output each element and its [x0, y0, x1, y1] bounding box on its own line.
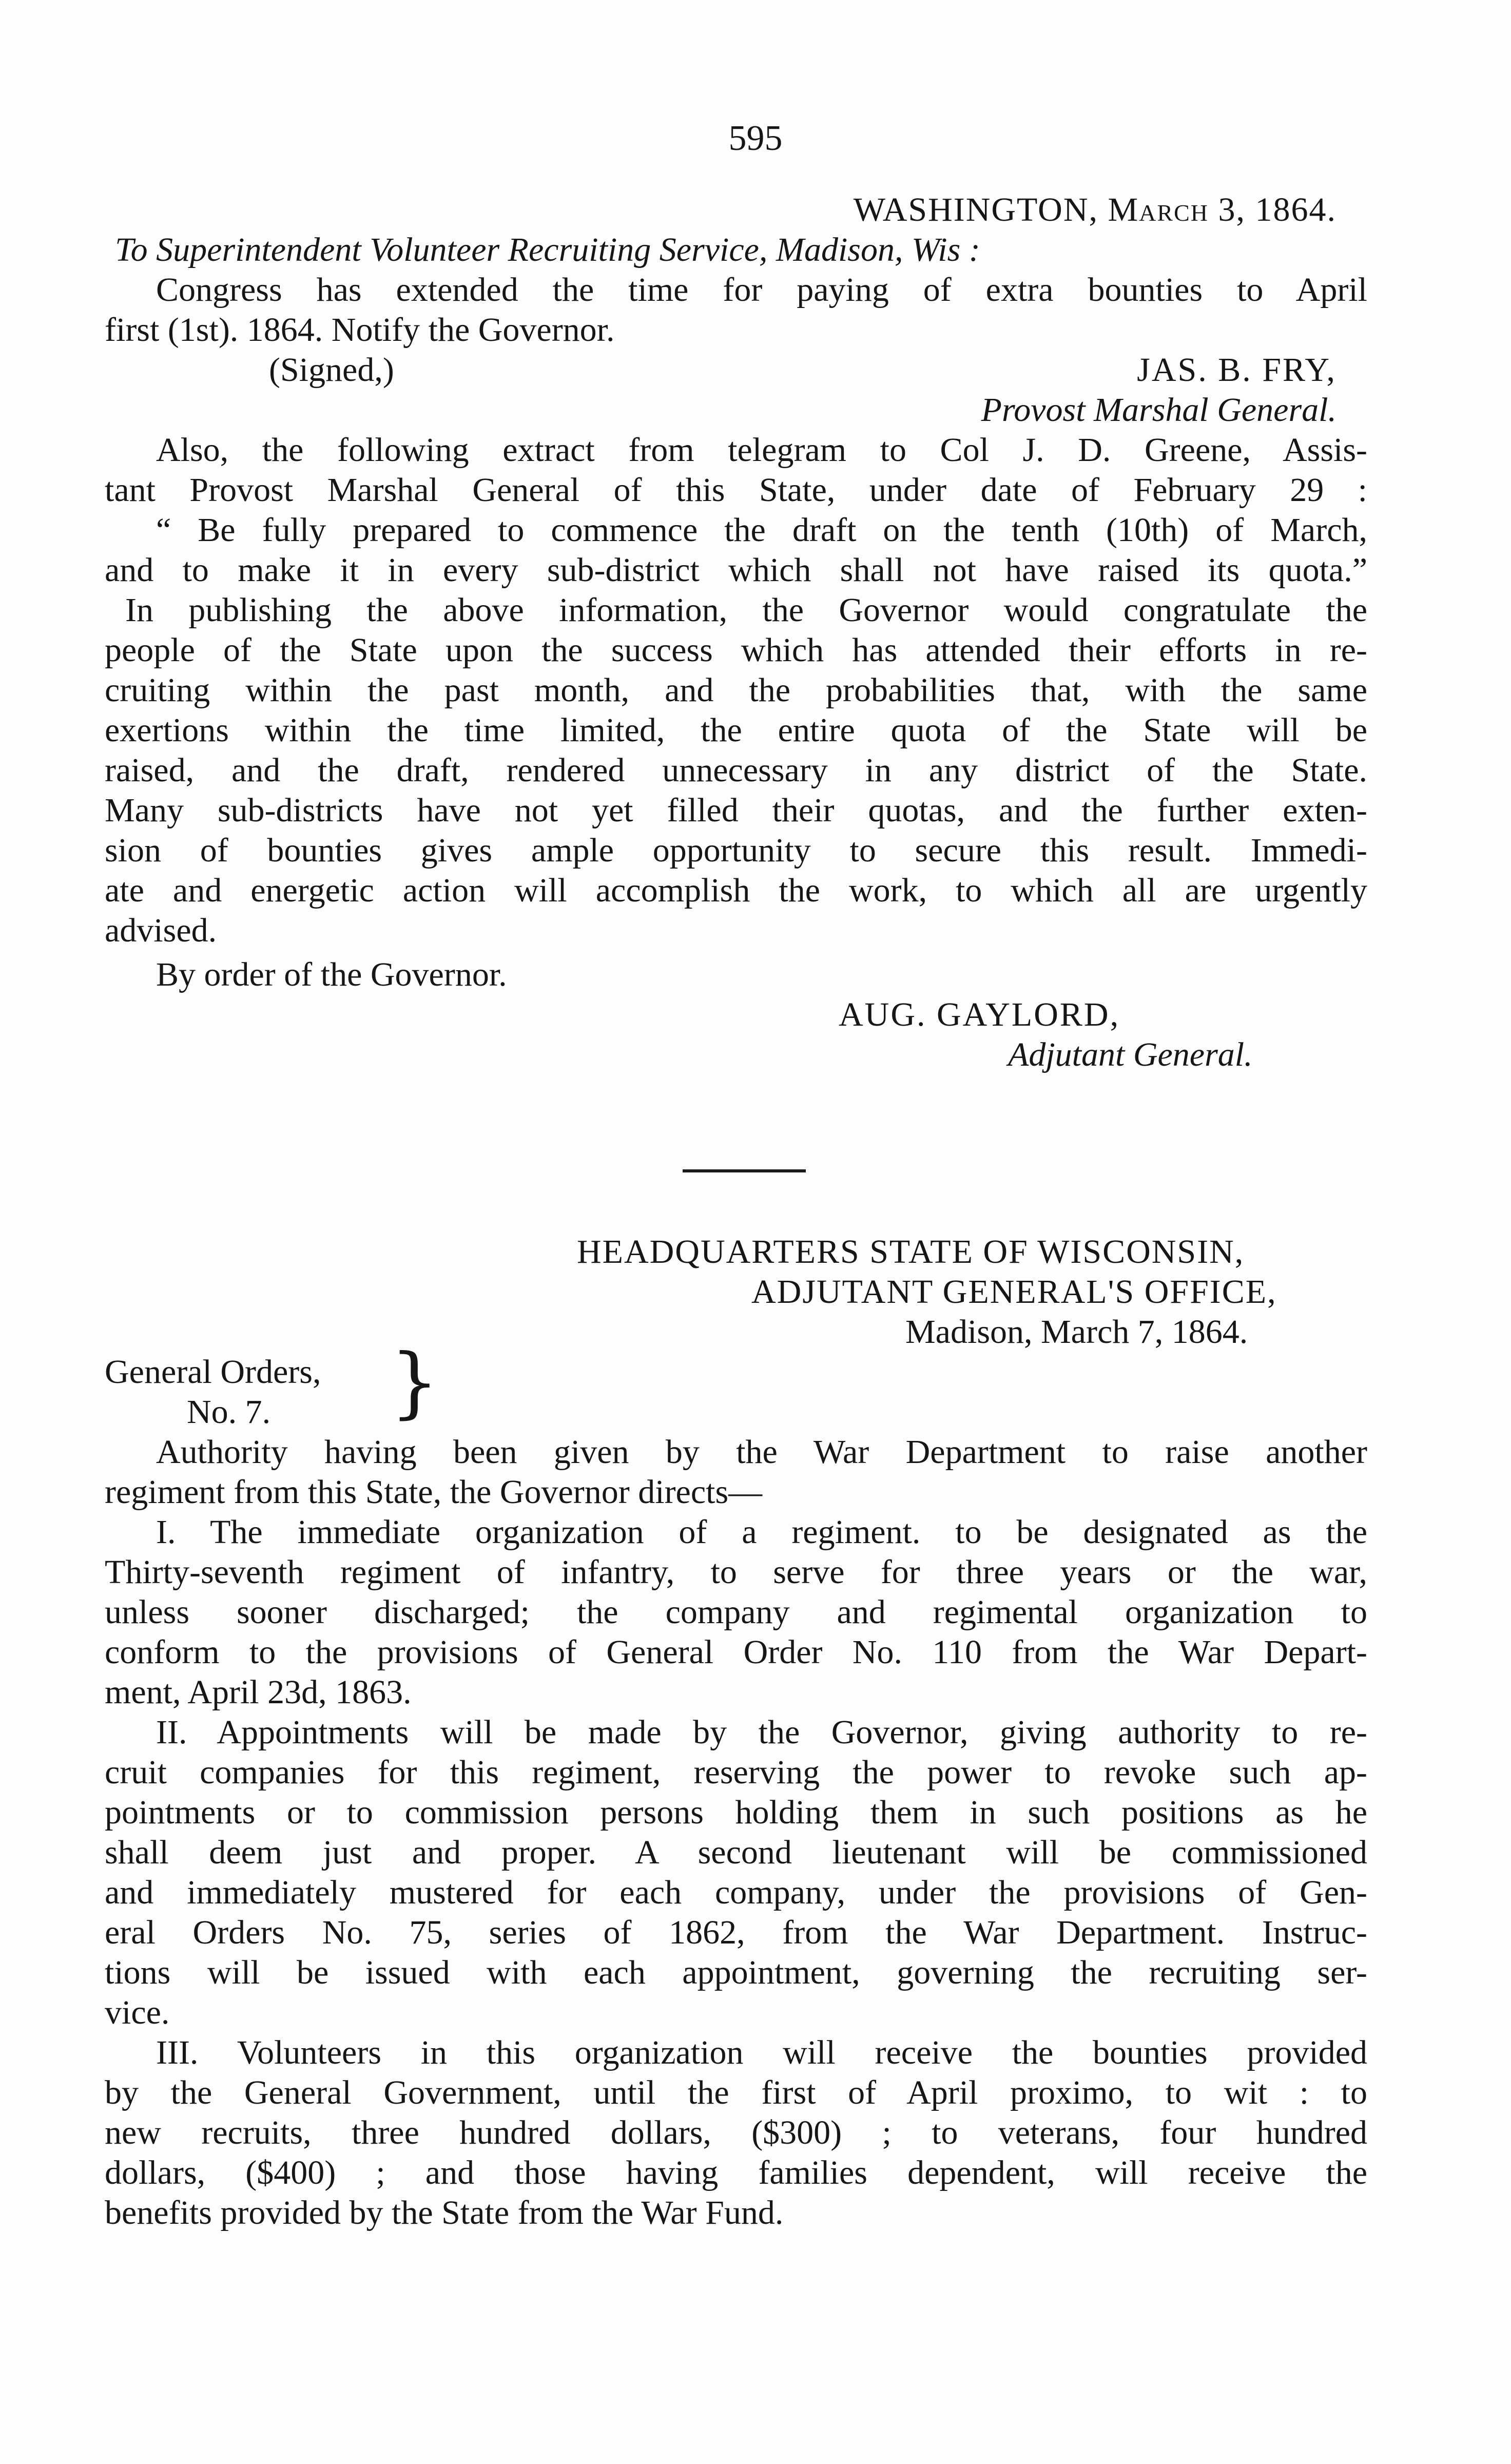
announcement-section — [105, 590, 1367, 1075]
section-i-line: unless sooner discharged; the company and regimental organization to — [105, 1593, 1367, 1631]
by-order-line: By order of the Governor. — [156, 956, 507, 993]
announcement-signer-title: Adjutant General. — [1008, 1036, 1253, 1073]
announcement-line: Many sub-districts have not yet filled their quotas, and the further exten- — [105, 792, 1367, 829]
telegram-addressee: To Superintendent Volunteer Recruiting Service, Madison, Wis : — [115, 231, 980, 268]
page-number: 595 — [728, 119, 783, 158]
section-i-line: ment, April 23d, 1863. — [105, 1673, 412, 1711]
section-iii-line: by the General Government, until the first of April proximo, to wit : to — [105, 2074, 1367, 2111]
orders-intro-line: Authority having been given by the War Department to raise another — [156, 1433, 1367, 1471]
extract-line: and to make it in every sub-district which shall not have raised its quota.” — [105, 551, 1367, 589]
extract-line: Also, the following extract from telegram to Col J. D. Greene, Assis- — [156, 431, 1367, 469]
section-i-line: Thirty-seventh regiment of infantry, to serve for three years or the war, — [105, 1553, 1367, 1591]
section-i-line: conform to the provisions of General Order No. 110 from the War Depart- — [105, 1633, 1367, 1671]
section-ii-line: pointments or to commission persons holding them in such positions as he — [105, 1794, 1367, 1831]
general-orders-number: No. 7. — [187, 1393, 271, 1431]
signed-label: (Signed,) — [269, 351, 394, 389]
section-ii-line: II. Appointments will be made by the Governor, giving authority to re- — [156, 1714, 1367, 1751]
section-ii-line: tions will be issued with each appointment, governing the recruiting ser- — [105, 1954, 1367, 1991]
extract-line: tant Provost Marshal General of this State, under date of February 29 : — [105, 471, 1367, 509]
section-iii-line: new recruits, three hundred dollars, ($300) ; to veterans, four hundred — [105, 2114, 1367, 2151]
section-ii-line: shall deem just and proper. A second lieutenant will be commissioned — [105, 1834, 1367, 1871]
telegram-body-line: Congress has extended the time for paying of extra bounties to April — [156, 271, 1367, 309]
telegram-signer: JAS. B. FRY, — [1137, 351, 1336, 389]
announcement-line: advised. — [105, 912, 217, 949]
section-i-line: I. The immediate organization of a regiment. to be designated as the — [156, 1513, 1367, 1551]
announcement-line: ate and energetic action will accomplish the work, to which all are urgently — [105, 872, 1367, 909]
extract-line: “ Be fully prepared to commence the draft on the tenth (10th) of March, — [156, 511, 1367, 549]
general-orders-block — [105, 1352, 1367, 1432]
announcement-line: people of the State upon the success which has attended their efforts in re- — [105, 631, 1367, 669]
telegram-dateline: WASHINGTON, March 3, 1864. — [853, 191, 1336, 228]
orders-header — [105, 1232, 1367, 1352]
orders-header-line-3: Madison, March 7, 1864. — [905, 1313, 1248, 1351]
telegram-body-line: first (1st). 1864. Notify the Governor. — [105, 311, 615, 349]
extract-section — [105, 430, 1367, 590]
section-ii-line: and immediately mustered for each company, under the provisions of Gen- — [105, 1874, 1367, 1911]
orders-header-line-2: ADJUTANT GENERAL'S OFFICE, — [751, 1273, 1277, 1311]
section-ii-line: cruit companies for this regiment, reserving the power to revoke such ap- — [105, 1754, 1367, 1791]
telegram-section — [105, 190, 1367, 430]
section-iii-line: dollars, ($400) ; and those having families dependent, will receive the — [105, 2154, 1367, 2191]
telegram-signature-row — [105, 350, 1367, 390]
general-orders-brace: } — [390, 1338, 439, 1427]
orders-header-line-1: HEADQUARTERS STATE OF WISCONSIN, — [577, 1233, 1245, 1270]
section-ii-line: vice. — [105, 1994, 170, 2031]
announcement-line: sion of bounties gives ample opportunity to secure this result. Immedi- — [105, 832, 1367, 869]
section-iii-line: III. Volunteers in this organization will receive the bounties provided — [156, 2034, 1367, 2071]
announcement-signer: AUG. GAYLORD, — [839, 996, 1120, 1033]
announcement-line: In publishing the above information, the Governor would congratulate the — [125, 591, 1367, 629]
announcement-line: exertions within the time limited, the entire quota of the State will be — [105, 711, 1367, 749]
section-ii-line: eral Orders No. 75, series of 1862, from the War Department. Instruc- — [105, 1914, 1367, 1951]
orders-body — [105, 1432, 1367, 2233]
section-iii-line: benefits provided by the State from the War Fund. — [105, 2194, 784, 2231]
orders-intro-line: regiment from this State, the Governor directs— — [105, 1473, 763, 1511]
section-divider — [683, 1169, 806, 1172]
announcement-line: raised, and the draft, rendered unnecessary in any district of the State. — [105, 752, 1367, 789]
announcement-line: cruiting within the past month, and the probabilities that, with the same — [105, 671, 1367, 709]
telegram-signer-title: Provost Marshal General. — [981, 391, 1336, 429]
general-orders-label: General Orders, — [105, 1353, 321, 1391]
